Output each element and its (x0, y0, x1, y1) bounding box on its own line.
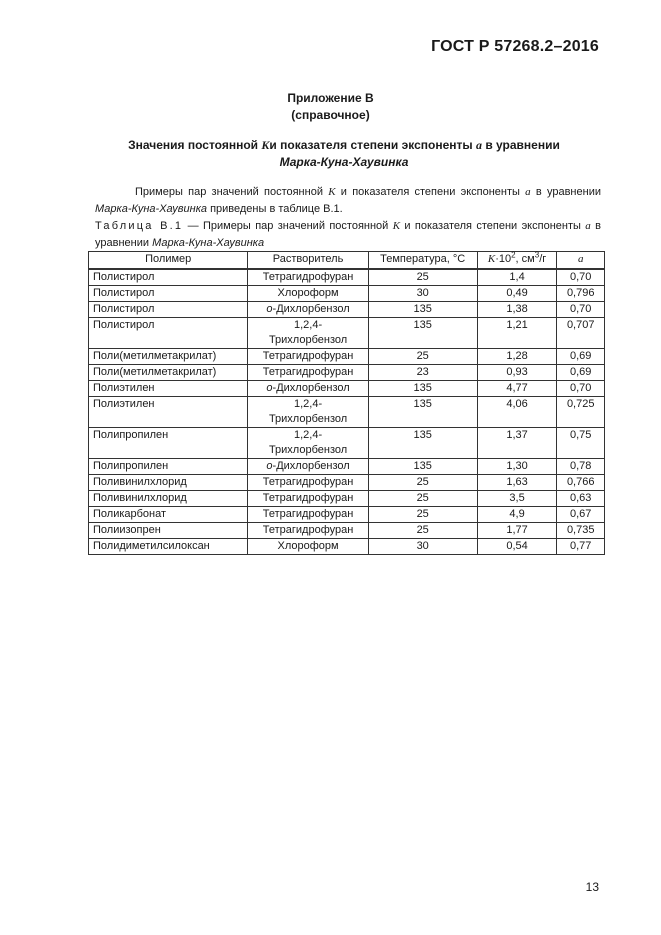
cell-temperature: 30 (368, 286, 477, 302)
solvent-name: Тетрагидрофуран (262, 508, 354, 520)
cell-polymer: Поливинилхлорид (89, 475, 248, 491)
cell-a: 0,69 (557, 349, 605, 365)
table-caption-label: Таблица В.1 (95, 220, 184, 232)
caption-symbol-a: a (585, 220, 591, 232)
paragraph-text-1: Примеры пар значений постоянной (135, 186, 329, 198)
solvent-line-2: Трихлорбензол (268, 444, 348, 456)
paragraph-symbol-k: K (328, 186, 336, 198)
cell-solvent (248, 397, 368, 428)
cell-temperature: 30 (368, 539, 477, 555)
cell-k: 1,4 (477, 269, 557, 286)
header-k-unit-end: /г (539, 253, 547, 265)
header-k (477, 252, 557, 270)
cell-k: 4,06 (477, 397, 557, 428)
solvent-line (252, 491, 363, 506)
cell-a: 0,67 (557, 507, 605, 523)
cell-polymer: Полипропилен (89, 459, 248, 475)
cell-solvent (248, 507, 368, 523)
solvent-line (252, 459, 363, 474)
table-row (89, 365, 605, 381)
cell-temperature: 135 (368, 381, 477, 397)
cell-a: 0,75 (557, 428, 605, 459)
appendix-subtitle: (справочное) (291, 108, 370, 122)
solvent-name: 1,2,4- (293, 319, 323, 331)
table-row (89, 302, 605, 318)
cell-k: 1,38 (477, 302, 557, 318)
caption-symbol-k: K (392, 220, 401, 232)
caption-equation-name: Марка-Куна-Хаувинка (152, 237, 265, 249)
cell-polymer: Полиэтилен (89, 397, 248, 428)
cell-temperature: 25 (368, 507, 477, 523)
cell-temperature: 135 (368, 459, 477, 475)
table-body (89, 269, 605, 555)
solvent-name: 1,2,4- (293, 398, 323, 410)
solvent-line (252, 397, 363, 412)
cell-temperature: 135 (368, 302, 477, 318)
table-header-row (89, 252, 605, 270)
solvent-line-2: Трихлорбензол (268, 413, 348, 425)
cell-solvent (248, 539, 368, 555)
cell-k: 4,77 (477, 381, 557, 397)
cell-temperature: 135 (368, 318, 477, 349)
cell-a: 0,77 (557, 539, 605, 555)
cell-k: 0,93 (477, 365, 557, 381)
table-row (89, 523, 605, 539)
cell-a: 0,70 (557, 302, 605, 318)
cell-polymer: Полипропилен (89, 428, 248, 459)
paragraph-symbol-a: a (525, 186, 531, 198)
cell-solvent (248, 318, 368, 349)
table-row (89, 318, 605, 349)
solvent-name: Хлороформ (277, 287, 339, 299)
solvent-line (252, 318, 363, 333)
cell-temperature: 25 (368, 523, 477, 539)
table-row (89, 475, 605, 491)
cell-temperature: 135 (368, 397, 477, 428)
appendix-title-block (0, 90, 661, 124)
table-row (89, 507, 605, 523)
paragraph-text-2: и показателя степени экспоненты (335, 186, 526, 198)
table-row (89, 269, 605, 286)
cell-a: 0,78 (557, 459, 605, 475)
cell-k: 1,21 (477, 318, 557, 349)
cell-solvent (248, 365, 368, 381)
cell-temperature: 25 (368, 269, 477, 286)
cell-a: 0,735 (557, 523, 605, 539)
cell-polymer: Полистирол (89, 318, 248, 349)
page-number: 13 (585, 880, 599, 894)
cell-polymer: Поли(метилметакрилат) (89, 349, 248, 365)
section-heading (90, 137, 598, 171)
cell-solvent (248, 302, 368, 318)
table-row (89, 459, 605, 475)
cell-a: 0,707 (557, 318, 605, 349)
cell-temperature: 25 (368, 491, 477, 507)
solvent-name: 1,2,4- (293, 429, 323, 441)
cell-polymer: Полидиметилсилоксан (89, 539, 248, 555)
solvent-name: Тетрагидрофуран (262, 271, 354, 283)
cell-a: 0,796 (557, 286, 605, 302)
caption-text-3: в уравнении (95, 220, 601, 249)
heading-symbol-k: K (261, 138, 270, 152)
caption-text-1: — Примеры пар значений постоянной (183, 220, 393, 232)
heading-line-1 (90, 137, 598, 154)
cell-k: 1,28 (477, 349, 557, 365)
table-caption (95, 218, 601, 252)
cell-k: 0,49 (477, 286, 557, 302)
solvent-line (252, 349, 363, 364)
solvent-line-2: Трихлорбензол (268, 334, 348, 346)
cell-k: 4,9 (477, 507, 557, 523)
heading-text-2: и показателя степени экспоненты (269, 138, 476, 152)
cell-a: 0,766 (557, 475, 605, 491)
paragraph-text-3: в уравнении (530, 186, 601, 198)
solvent-line (252, 270, 363, 285)
cell-a: 0,70 (557, 269, 605, 286)
solvent-name: -Дихлорбензол (272, 303, 350, 315)
intro-paragraph (95, 184, 601, 218)
cell-k: 1,30 (477, 459, 557, 475)
cell-polymer: Поливинилхлорид (89, 491, 248, 507)
heading-symbol-a: a (475, 138, 482, 152)
cell-solvent (248, 459, 368, 475)
cell-polymer: Полистирол (89, 269, 248, 286)
solvent-line (252, 302, 363, 317)
heading-text-3: в уравнении (481, 138, 560, 152)
cell-temperature: 23 (368, 365, 477, 381)
solvent-line (252, 475, 363, 490)
table-row (89, 428, 605, 459)
header-k-unit: , см (515, 253, 535, 265)
standard-number: ГОСТ Р 57268.2–2016 (431, 38, 599, 55)
cell-polymer: Полистирол (89, 286, 248, 302)
cell-polymer: Поликарбонат (89, 507, 248, 523)
solvent-name: Тетрагидрофуран (262, 366, 354, 378)
cell-solvent (248, 286, 368, 302)
cell-k: 1,37 (477, 428, 557, 459)
solvent-line (252, 539, 363, 554)
cell-solvent (248, 491, 368, 507)
solvent-prefix: o (266, 382, 273, 394)
cell-k: 1,63 (477, 475, 557, 491)
solvent-line (252, 365, 363, 380)
table-row (89, 349, 605, 365)
header-solvent: Растворитель (248, 252, 368, 270)
cell-polymer: Полиизопрен (89, 523, 248, 539)
header-polymer: Полимер (89, 252, 248, 270)
table-row (89, 539, 605, 555)
cell-solvent (248, 475, 368, 491)
header-a (557, 252, 605, 270)
header-k-exponent: 2 (511, 250, 516, 260)
cell-k: 0,54 (477, 539, 557, 555)
paragraph-text-4: приведены в таблице В.1. (207, 203, 343, 215)
header-k-symbol: K (487, 253, 496, 265)
heading-line-2 (90, 154, 598, 171)
cell-temperature: 25 (368, 349, 477, 365)
table-row (89, 286, 605, 302)
solvent-prefix: o (266, 303, 273, 315)
heading-equation-name: Марка-Куна-Хаувинка (279, 155, 409, 169)
solvent-line (252, 381, 363, 396)
cell-solvent (248, 269, 368, 286)
solvent-name: Тетрагидрофуран (262, 350, 354, 362)
cell-solvent (248, 349, 368, 365)
cell-a: 0,63 (557, 491, 605, 507)
caption-text-2: и показателя степени экспоненты (400, 220, 586, 232)
solvent-line (252, 428, 363, 443)
solvent-line (252, 523, 363, 538)
cell-polymer: Поли(метилметакрилат) (89, 365, 248, 381)
header-temperature: Температура, °С (368, 252, 477, 270)
solvent-name: Хлороформ (277, 540, 339, 552)
cell-polymer: Полиэтилен (89, 381, 248, 397)
table-row (89, 491, 605, 507)
solvent-line (252, 286, 363, 301)
cell-solvent (248, 523, 368, 539)
cell-k: 3,5 (477, 491, 557, 507)
solvent-name: Тетрагидрофуран (262, 524, 354, 536)
heading-text-1: Значения постоянной (128, 138, 262, 152)
solvent-name: Тетрагидрофуран (262, 476, 354, 488)
solvent-name: Тетрагидрофуран (262, 492, 354, 504)
cell-a: 0,70 (557, 381, 605, 397)
cell-a: 0,69 (557, 365, 605, 381)
header-a-symbol: a (577, 253, 584, 265)
solvent-line (252, 507, 363, 522)
solvent-name: -Дихлорбензол (272, 382, 350, 394)
header-k-multiplier: ·10 (495, 253, 512, 265)
solvent-prefix: o (266, 460, 273, 472)
paragraph-equation-name: Марка-Куна-Хаувинка (95, 203, 208, 215)
header-k-unit-exponent: 3 (534, 250, 540, 260)
table-row (89, 381, 605, 397)
cell-temperature: 25 (368, 475, 477, 491)
appendix-title: Приложение В (287, 91, 374, 105)
table-row (89, 397, 605, 428)
cell-k: 1,77 (477, 523, 557, 539)
cell-solvent (248, 428, 368, 459)
mark-houwink-table (88, 251, 605, 555)
cell-polymer: Полистирол (89, 302, 248, 318)
cell-temperature: 135 (368, 428, 477, 459)
cell-solvent (248, 381, 368, 397)
solvent-name: -Дихлорбензол (272, 460, 350, 472)
cell-a: 0,725 (557, 397, 605, 428)
